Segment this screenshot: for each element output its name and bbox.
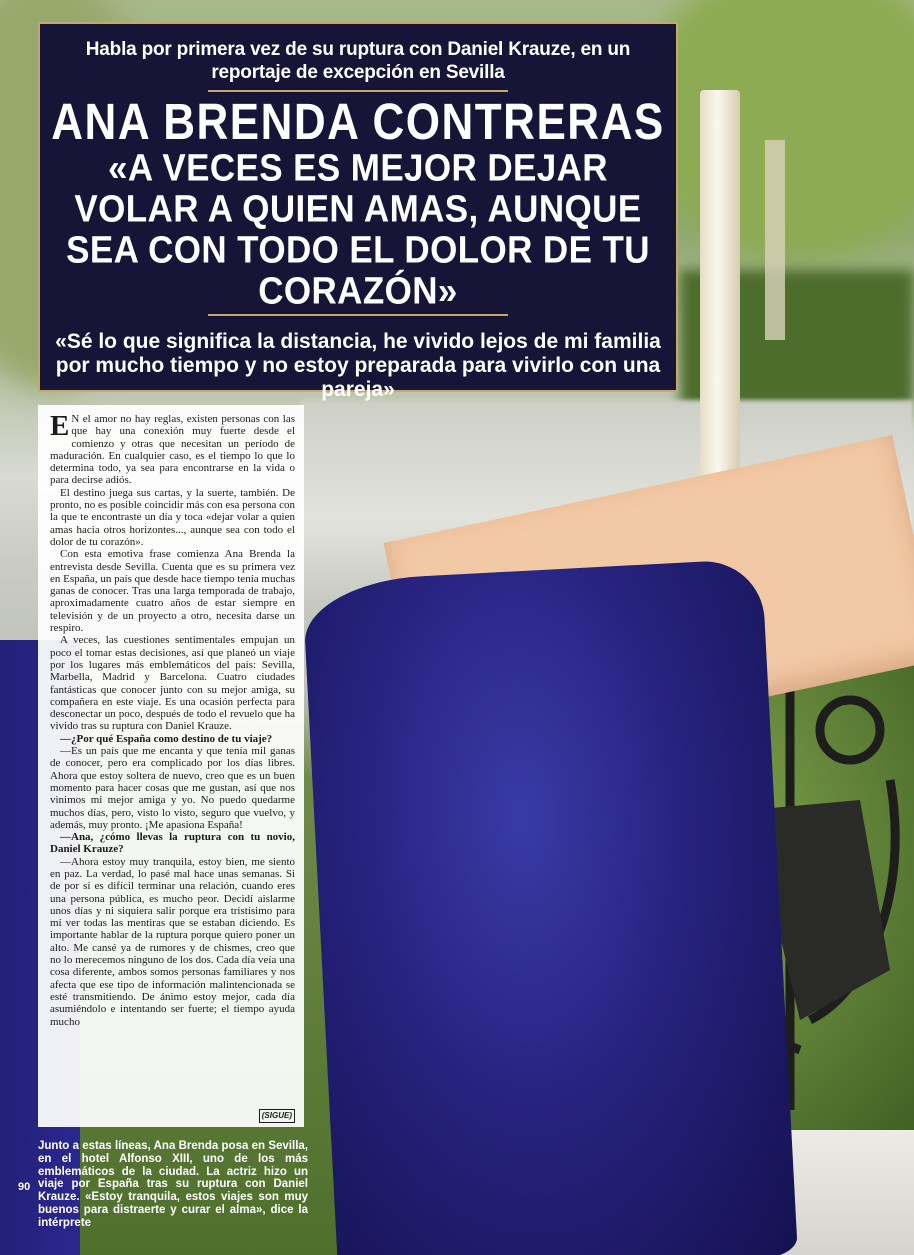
article-paragraph: A veces, las cuestiones sentimentales empujan un poco el tomar estas decisiones, así que planeó un viaje por los lugares más emblemáticos del país: Sevilla, Marbella, Madrid y Barcelona. Cuatro ciudades fantásticas que conocer junto con su mejor amiga, su compañera en este viaje. Es una ocasión perfecta para desconectar un poco, después de todo el revuelo que ha vivido tras su ruptura con Daniel Krauze. — [50, 634, 295, 733]
article-paragraph: Con esta emotiva frase comienza Ana Brenda la entrevista desde Sevilla. Cuenta que es su primera vez en España, un país que desde hace tiempo tenía muchas ganas de conocer. Tras una larga temporada de trabajo, aproximadamente cuatro años de estar siempre en televisión y de un proyecto a otro, necesita darse un respiro. — [50, 548, 295, 635]
article-paragraph: El destino juega sus cartas, y la suerte, también. De pronto, no es posible coincidir más con esa persona con la que te encontraste un día y toca «dejar volar a quien amas hacia otros horizontes..., aunque sea con todo el dolor de tu corazón». — [50, 486, 295, 548]
blue-cushion — [302, 558, 798, 1255]
lamp-post-secondary — [765, 140, 785, 340]
headline-name: ANA BRENDA CONTRERAS — [51, 94, 665, 151]
interview-answer: —Es un país que me encanta y que tenía mil ganas de conocer, pero era complicado por los días libres. Ahora que estoy soltera de nuevo, creo que es un buen momento para hacer cosas que me gustan, así que nos vinimos mi mejor amiga y yo. No puedo quedarme muchos días, pero, visto lo visto, seguro que vuelvo, y además, muy pronto. ¡Me apasiona España! — [50, 745, 295, 831]
article-column — [38, 405, 304, 1127]
headline-quote: «A VECES ES MEJOR DEJAR VOLAR A QUIEN AMAS, AUNQUE SEA CON TODO EL DOLOR DE TU CORAZÓN» — [66, 146, 650, 313]
article-paragraph — [50, 410, 295, 487]
drop-cap: E — [50, 410, 70, 442]
gold-divider-top — [208, 90, 508, 92]
paragraph-text: N el amor no hay reglas, existen personas con las que hay una conexión muy fuerte desde el comienzo y otras que necesitan un período de maduración. En cualquier caso, es el tiempo lo que lo determina todo, ya sea para encontrarse en la vida o para decirse adiós. — [50, 413, 295, 487]
headline-box — [38, 22, 678, 401]
photo-caption: Junto a estas líneas, Ana Brenda posa en Sevilla, en el hotel Alfonso XIII, uno de los más emblemáticos de la ciudad. La actriz hizo un viaje por España tras su ruptura con Daniel Krauze. «Estoy tranquila, estos viajes son muy buenos para distraerte y curar el alma», dice la intérprete — [38, 1140, 308, 1229]
continues-marker: (SIGUE) — [259, 1109, 295, 1123]
interview-question: —Ana, ¿cómo llevas la ruptura con tu novio, Daniel Krauze? — [50, 831, 295, 856]
kicker: Habla por primera vez de su ruptura con Daniel Krauze, en un reportaje de excepción en Sevilla — [85, 39, 631, 83]
interview-answer: —Ahora estoy muy tranquila, estoy bien, me siento en paz. La verdad, lo pasé mal hace unas semanas. Si de por sí es difícil terminar una relación, cuando eres una persona pública, es mucho peor. Decidí aislarme unos días y ni siquiera salir porque era tristísimo para mí ver todas las mentiras que se estaban diciendo. Es importante hablar de la ruptura porque quiero poner un alto. Me cansé ya de rumores y de chismes, creo que no lo merecemos ninguno de los dos. Cada día veía una cosa diferente, ambos somos personas familiares y nos afecta que ese tipo de información malintencionada se esté transmitiendo. De ánimo estoy mejor, cada día asumiéndolo e intentando ser fuerte; el tiempo ayuda mucho — [50, 855, 295, 1028]
subheadline-quote: «Sé lo que significa la distancia, he vivido lejos de mi familia por mucho tiempo y no estoy preparada para vivirlo con una pareja» — [55, 330, 661, 401]
gold-divider-bottom — [208, 314, 508, 316]
page-number: 90 — [18, 1181, 31, 1193]
interview-question: —¿Por qué España como destino de tu viaje? — [60, 732, 273, 745]
